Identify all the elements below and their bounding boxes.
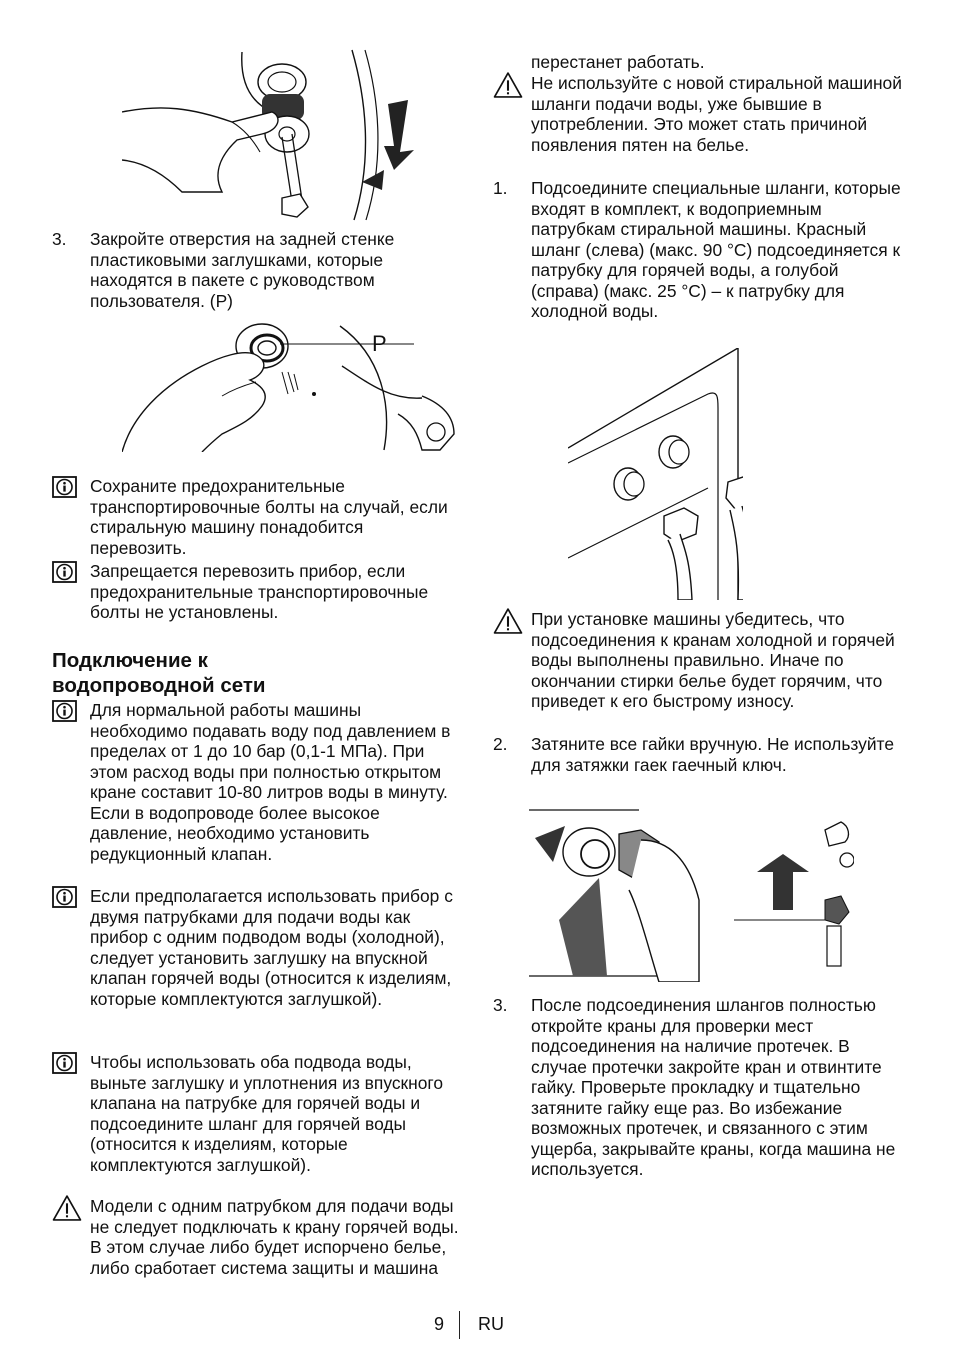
info-text: Чтобы использовать оба подвода воды, выньте заглушку и уплотнения из впускного клапана на патрубке для горячей воды и подсоедините шланг для горячей воды (относится к изделиям, которые комплектуются заглушкой). <box>90 1052 444 1175</box>
figure-remove-transport-bolts <box>122 42 462 222</box>
figure-insert-plastic-plug <box>122 316 467 452</box>
figure-connect-hoses <box>568 348 743 600</box>
continued-text <box>493 52 908 74</box>
step-1-right <box>493 178 908 344</box>
section-heading: Подключение к водопроводной сети <box>52 649 266 697</box>
info-icon <box>52 700 78 722</box>
info-note-both-inlets <box>52 1052 462 1196</box>
warning-icon <box>493 71 523 99</box>
info-text: Сохраните предохранительные транспортировочные болты на случай, если стиральную машину понадобится перевозить. <box>90 476 448 558</box>
info-note-single-inlet <box>52 886 462 1050</box>
figure-tighten-nuts <box>529 800 854 982</box>
step-3-right <box>493 995 908 1221</box>
step-text: После подсоединения шлангов полностью откройте краны для проверки мест подсоединения на наличие протечек. В случае протечки закройте кран и отвинтите гайку. Проверьте прокладку и тщательно затяните гайку еще раз. Во избежание возможных протечек, и связанного с этим ущерба, закрывайте краны, когда машина не используется. <box>531 995 896 1179</box>
step-number: 3. <box>52 229 67 249</box>
info-icon <box>52 476 78 498</box>
warning-hot-cold-connection <box>493 609 908 733</box>
warning-icon <box>52 1194 82 1222</box>
info-note-no-transport <box>52 561 462 645</box>
warning-used-hoses <box>493 73 908 177</box>
step-text: Подсоедините специальные шланги, которые входят в комплект, к водоприемным патрубкам стиральной машины. Красный шланг (слева) (макс. 90 °С) подсоединяется к патрубку для горячей воды, а голубой (справа) (макс. 25 °С) – к патрубку для холодной воды. <box>531 178 901 321</box>
info-note-water-pressure <box>52 700 462 884</box>
footer-divider <box>459 1311 460 1339</box>
info-text: Если предполагается использовать прибор с двумя патрубками для подачи воды как прибор с одним подводом воды (холодной), следует установить заглушку на впускной клапан горячей воды (относится к изделиям, которые комплектуются заглушкой). <box>90 886 453 1009</box>
step-text: Закройте отверстия на задней стенке пластиковыми заглушками, которые находятся в пакете с руководством пользователя. (P) <box>90 229 395 311</box>
info-icon <box>52 561 78 583</box>
figure-label-p: P <box>372 331 387 356</box>
step-text: Затяните все гайки вручную. Не используйте для затяжки гаек гаечный ключ. <box>531 734 895 775</box>
step-number: 1. <box>493 178 508 198</box>
step-3-left <box>52 229 462 315</box>
info-note-transport-bolts <box>52 476 462 560</box>
info-text: Для нормальной работы машины необходимо подавать воду под давлением в пределах от 1 до 10 бар (0,1-1 МПа). При этом расход воды при полностью открытом кране составит 10-80 литров воды в минуту. Если в водопроводе более высокое давление, необходимо установить редукционный клапан. <box>90 700 451 864</box>
step-number: 2. <box>493 734 508 754</box>
warning-text: При установке машины убедитесь, что подсоединения к кранам холодной и горячей воды выполнены правильно. Иначе по окончании стирки белье будет горячим, что приведет к его быстрому износу. <box>531 609 895 711</box>
continued-text-content: перестанет работать. <box>531 52 705 72</box>
info-icon <box>52 886 78 908</box>
warning-hot-water <box>52 1196 462 1302</box>
info-text: Запрещается перевозить прибор, если предохранительные транспортировочные болты не установлены. <box>90 561 429 622</box>
warning-icon <box>493 607 523 635</box>
page-number: 9 <box>434 1314 445 1334</box>
language-code: RU <box>478 1314 504 1334</box>
warning-text: Не используйте с новой стиральной машиной шланги подачи воды, уже бывшие в употреблении. Это может стать причиной появления пятен на белье. <box>531 73 902 155</box>
step-2-right <box>493 734 908 798</box>
step-number: 3. <box>493 995 508 1015</box>
warning-text: Модели с одним патрубком для подачи воды не следует подключать к крану горячей воды. В этом случае либо будет испорчено белье, либо сработает система защиты и машина <box>90 1196 459 1278</box>
info-icon <box>52 1052 78 1074</box>
